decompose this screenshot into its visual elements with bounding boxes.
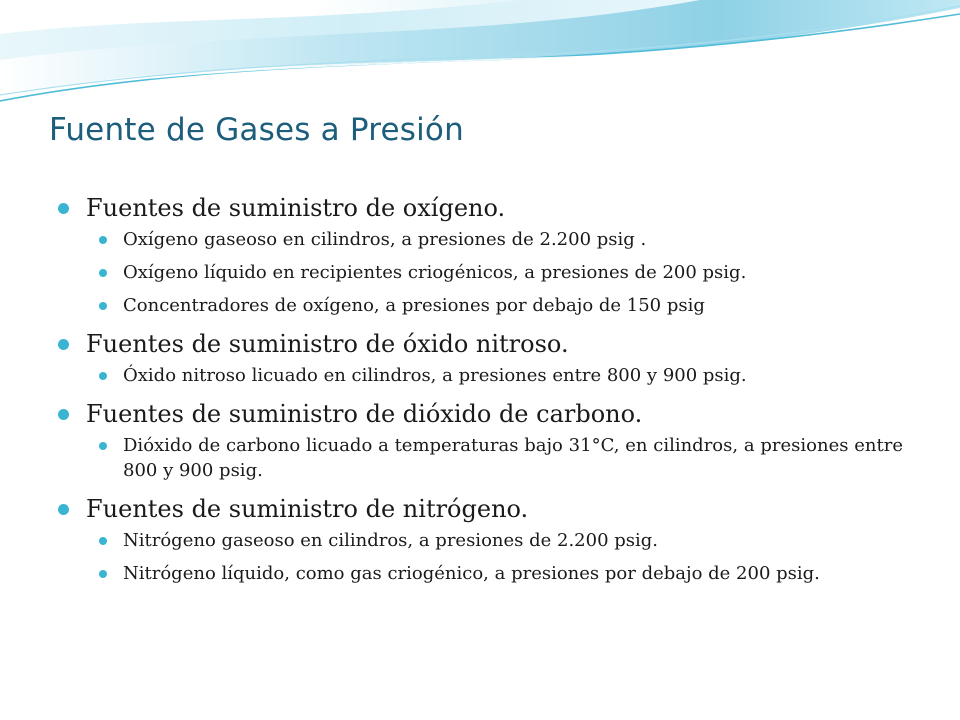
bullet-dot-icon xyxy=(99,442,107,450)
sub-list xyxy=(86,227,903,318)
bullet-dot-icon xyxy=(58,339,69,350)
sub-list-item xyxy=(86,227,903,252)
sub-item-text: Nitrógeno gaseoso en cilindros, a presiones de 2.200 psig. xyxy=(123,530,659,551)
sub-list-item xyxy=(86,363,903,388)
content-area xyxy=(58,190,903,594)
list-item xyxy=(58,396,903,483)
bullet-list xyxy=(58,190,903,586)
bullet-dot-icon xyxy=(99,302,107,310)
sub-item-text: Nitrógeno líquido, como gas criogénico, a presiones por debajo de 200 psig. xyxy=(123,563,820,584)
bullet-dot-icon xyxy=(99,269,107,277)
sub-list xyxy=(86,433,903,483)
list-item xyxy=(58,326,903,388)
sub-list-item xyxy=(86,433,903,483)
bullet-dot-icon xyxy=(99,537,107,545)
bullet-dot-icon xyxy=(99,372,107,380)
sub-list xyxy=(86,528,903,586)
slide-title: Fuente de Gases a Presión xyxy=(49,112,464,148)
sub-item-text: Oxígeno líquido en recipientes criogénicos, a presiones de 200 psig. xyxy=(123,262,747,283)
sub-list-item xyxy=(86,528,903,553)
sub-item-text: Óxido nitroso licuado en cilindros, a presiones entre 800 y 900 psig. xyxy=(123,365,747,386)
bullet-dot-icon xyxy=(58,409,69,420)
list-item xyxy=(58,190,903,318)
wave-banner xyxy=(0,0,960,110)
sub-list xyxy=(86,363,903,388)
section-heading: Fuentes de suministro de óxido nitroso. xyxy=(86,330,569,358)
bullet-dot-icon xyxy=(58,203,69,214)
sub-item-text: Dióxido de carbono licuado a temperaturas bajo 31°C, en cilindros, a presiones entre 800 y 900 psig. xyxy=(123,435,903,481)
section-heading: Fuentes de suministro de oxígeno. xyxy=(86,194,506,222)
sub-list-item xyxy=(86,293,903,318)
section-heading: Fuentes de suministro de dióxido de carbono. xyxy=(86,400,643,428)
bullet-dot-icon xyxy=(99,570,107,578)
list-item xyxy=(58,491,903,586)
sub-item-text: Concentradores de oxígeno, a presiones por debajo de 150 psig xyxy=(123,295,705,316)
sub-item-text: Oxígeno gaseoso en cilindros, a presiones de 2.200 psig . xyxy=(123,229,647,250)
sub-list-item xyxy=(86,561,903,586)
section-heading: Fuentes de suministro de nitrógeno. xyxy=(86,495,529,523)
sub-list-item xyxy=(86,260,903,285)
bullet-dot-icon xyxy=(99,236,107,244)
bullet-dot-icon xyxy=(58,504,69,515)
